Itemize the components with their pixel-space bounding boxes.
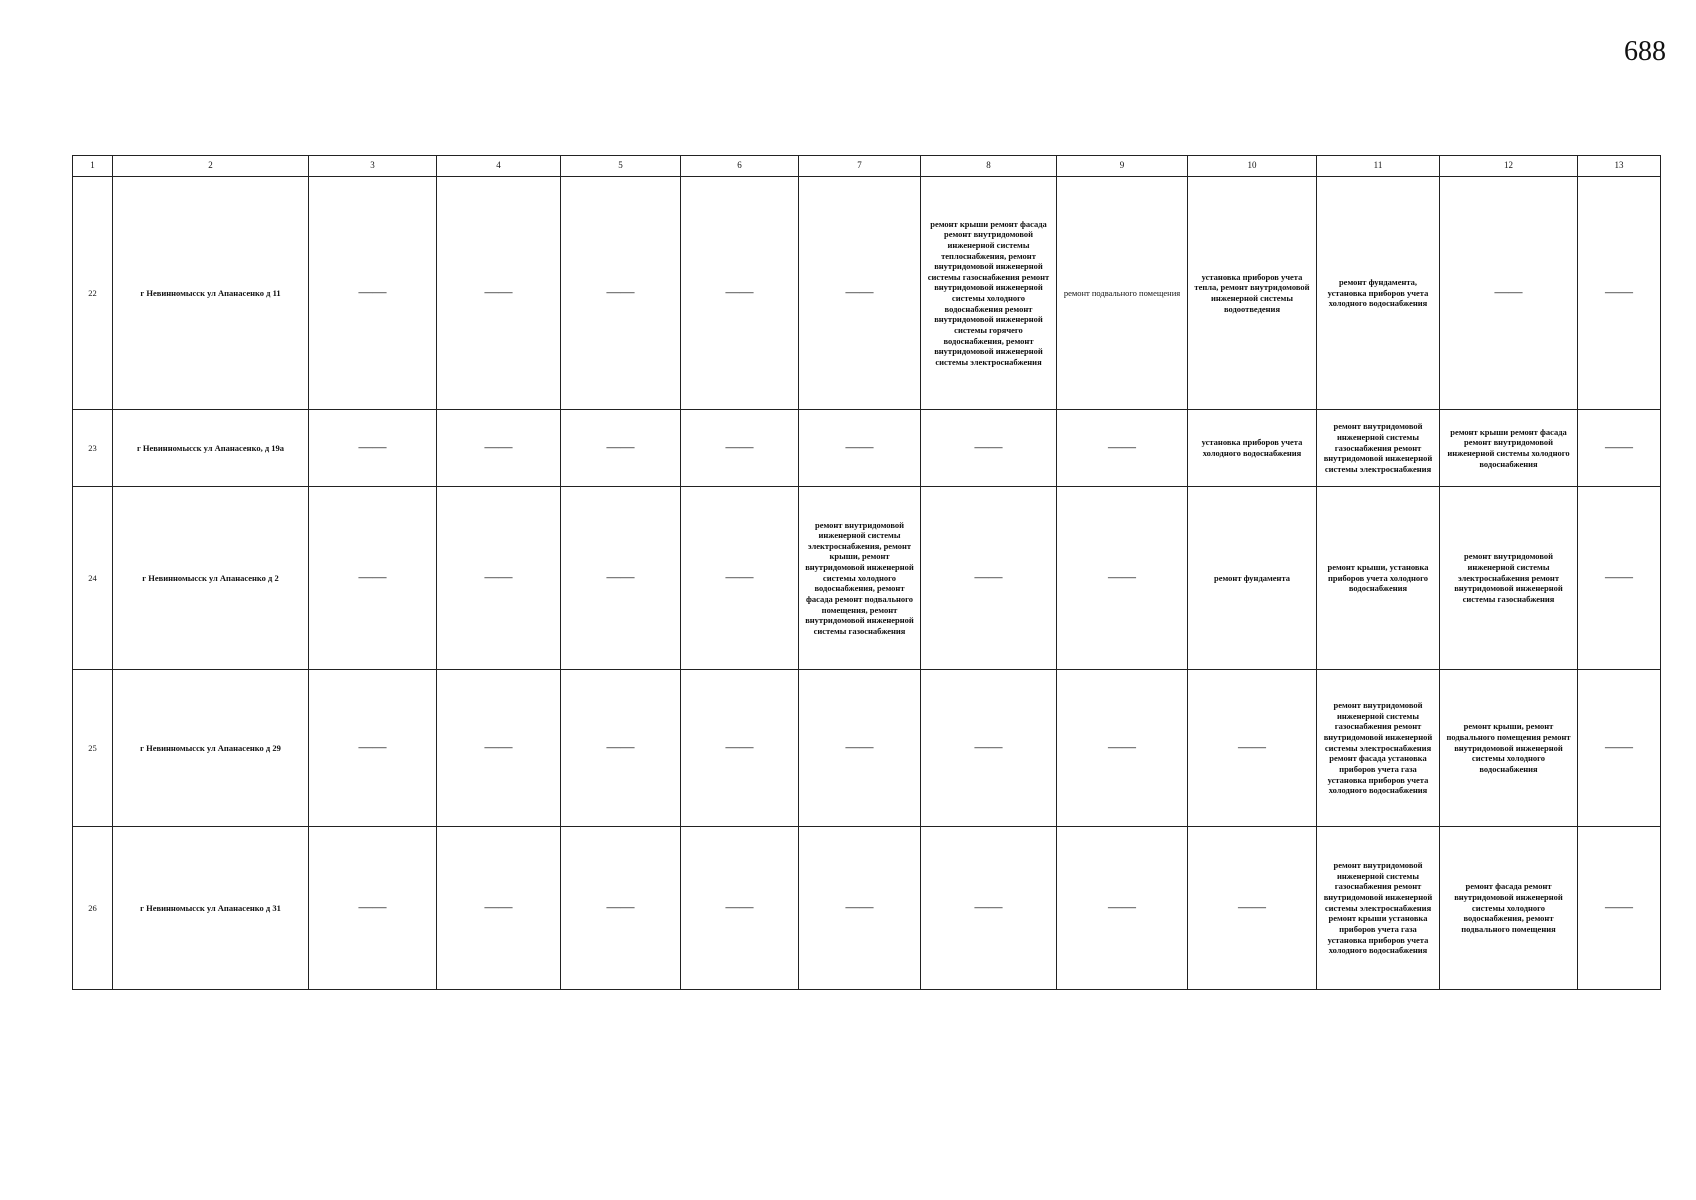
column-header: 2 xyxy=(113,156,309,177)
row-address: г Невинномысск ул Апанасенко д 29 xyxy=(113,670,309,827)
work-cell: ремонт внутридомовой инженерной системы газоснабжения ремонт внутридомовой инженерной системы электроснабжения xyxy=(1317,410,1440,487)
empty-cell xyxy=(799,827,921,990)
empty-cell xyxy=(437,827,561,990)
dash: —— xyxy=(845,440,874,456)
capital-repair-table xyxy=(72,155,1661,990)
empty-cell xyxy=(1578,827,1661,990)
empty-cell xyxy=(1440,177,1578,410)
work-cell: ремонт внутридомовой инженерной системы газоснабжения ремонт внутридомовой инженерной системы электроснабжения ремонт крыши установка приборов учета газа установка приборов учета холодного водоснабжения xyxy=(1317,827,1440,990)
empty-cell xyxy=(1578,670,1661,827)
page-number: 688 xyxy=(1624,36,1666,67)
row-address: г Невинномысск ул Апанасенко д 2 xyxy=(113,487,309,670)
dash: —— xyxy=(484,440,513,456)
empty-cell xyxy=(799,670,921,827)
dash: —— xyxy=(358,285,387,301)
column-header: 1 xyxy=(73,156,113,177)
table-row xyxy=(73,487,1661,670)
dash: —— xyxy=(974,570,1003,586)
empty-cell xyxy=(561,827,681,990)
work-cell: ремонт крыши ремонт фасада ремонт внутридомовой инженерной системы теплоснабжения, ремонт внутридомовой инженерной системы газоснабжения ремонт внутридомовой инженерной системы холодного водоснабжения ремонт внутридомовой инженерной системы горячего водоснабжения, ремонт внутридомовой инженерной системы электроснабжения xyxy=(921,177,1057,410)
dash: —— xyxy=(1605,570,1633,586)
dash: —— xyxy=(606,440,635,456)
row-address: г Невинномысск ул Апанасенко д 31 xyxy=(113,827,309,990)
dash: —— xyxy=(1108,440,1136,456)
column-header: 6 xyxy=(681,156,799,177)
empty-cell xyxy=(921,670,1057,827)
dash: —— xyxy=(606,570,635,586)
dash: —— xyxy=(1108,570,1136,586)
dash: —— xyxy=(358,900,387,916)
empty-cell xyxy=(561,410,681,487)
column-header: 8 xyxy=(921,156,1057,177)
dash: —— xyxy=(484,570,513,586)
work-cell: ремонт подвального помещения xyxy=(1057,177,1188,410)
column-header: 12 xyxy=(1440,156,1578,177)
empty-cell xyxy=(309,487,437,670)
empty-cell xyxy=(681,177,799,410)
work-cell: ремонт фундамента xyxy=(1188,487,1317,670)
dash: —— xyxy=(1605,285,1633,301)
row-number: 25 xyxy=(73,670,113,827)
dash: —— xyxy=(1494,285,1523,301)
dash: —— xyxy=(725,900,754,916)
empty-cell xyxy=(1578,177,1661,410)
empty-cell xyxy=(561,487,681,670)
dash: —— xyxy=(606,740,635,756)
dash: —— xyxy=(358,740,387,756)
empty-cell xyxy=(437,487,561,670)
column-header: 10 xyxy=(1188,156,1317,177)
work-cell: ремонт крыши, установка приборов учета холодного водоснабжения xyxy=(1317,487,1440,670)
empty-cell xyxy=(309,410,437,487)
row-number: 22 xyxy=(73,177,113,410)
empty-cell xyxy=(921,487,1057,670)
empty-cell xyxy=(437,670,561,827)
column-header: 4 xyxy=(437,156,561,177)
dash: —— xyxy=(974,440,1003,456)
dash: —— xyxy=(1238,740,1266,756)
row-address: г Невинномысск ул Апанасенко, д 19а xyxy=(113,410,309,487)
dash: —— xyxy=(1605,900,1633,916)
dash: —— xyxy=(974,740,1003,756)
work-cell: установка приборов учета тепла, ремонт внутридомовой инженерной системы водоотведения xyxy=(1188,177,1317,410)
work-cell: установка приборов учета холодного водоснабжения xyxy=(1188,410,1317,487)
empty-cell xyxy=(1057,487,1188,670)
empty-cell xyxy=(561,177,681,410)
empty-cell xyxy=(921,410,1057,487)
empty-cell xyxy=(309,827,437,990)
dash: —— xyxy=(1108,900,1136,916)
dash: —— xyxy=(1108,740,1136,756)
table-row xyxy=(73,410,1661,487)
empty-cell xyxy=(1188,670,1317,827)
dash: —— xyxy=(974,900,1003,916)
row-number: 24 xyxy=(73,487,113,670)
row-address: г Невинномысск ул Апанасенко д 11 xyxy=(113,177,309,410)
empty-cell xyxy=(309,670,437,827)
work-cell: ремонт крыши ремонт фасада ремонт внутридомовой инженерной системы холодного водоснабжения xyxy=(1440,410,1578,487)
dash: —— xyxy=(725,285,754,301)
empty-cell xyxy=(681,410,799,487)
dash: —— xyxy=(845,900,874,916)
work-cell: ремонт фасада ремонт внутридомовой инженерной системы холодного водоснабжения, ремонт подвального помещения xyxy=(1440,827,1578,990)
empty-cell xyxy=(437,177,561,410)
dash: —— xyxy=(845,285,874,301)
column-header: 11 xyxy=(1317,156,1440,177)
empty-cell xyxy=(1188,827,1317,990)
row-number: 23 xyxy=(73,410,113,487)
dash: —— xyxy=(845,740,874,756)
empty-cell xyxy=(681,487,799,670)
empty-cell xyxy=(309,177,437,410)
column-header: 3 xyxy=(309,156,437,177)
dash: —— xyxy=(725,740,754,756)
empty-cell xyxy=(921,827,1057,990)
dash: —— xyxy=(1605,740,1633,756)
table-row xyxy=(73,177,1661,410)
empty-cell xyxy=(799,177,921,410)
dash: —— xyxy=(484,285,513,301)
empty-cell xyxy=(1057,410,1188,487)
header-row xyxy=(73,156,1661,177)
table-row xyxy=(73,670,1661,827)
empty-cell xyxy=(437,410,561,487)
dash: —— xyxy=(484,900,513,916)
work-cell: ремонт внутридомовой инженерной системы электроснабжения ремонт внутридомовой инженерной системы газоснабжения xyxy=(1440,487,1578,670)
row-number: 26 xyxy=(73,827,113,990)
work-cell: ремонт фундамента, установка приборов учета холодного водоснабжения xyxy=(1317,177,1440,410)
dash: —— xyxy=(1605,440,1633,456)
work-cell: ремонт внутридомовой инженерной системы электроснабжения, ремонт крыши, ремонт внутридомовой инженерной системы холодного водоснабжения, ремонт фасада ремонт подвального помещения, ремонт внутридомовой инженерной системы газоснабжения xyxy=(799,487,921,670)
column-header: 5 xyxy=(561,156,681,177)
work-cell: ремонт внутридомовой инженерной системы газоснабжения ремонт внутридомовой инженерной системы электроснабжения ремонт фасада установка приборов учета газа установка приборов учета холодного водоснабжения xyxy=(1317,670,1440,827)
empty-cell xyxy=(799,410,921,487)
dash: —— xyxy=(725,570,754,586)
dash: —— xyxy=(1238,900,1266,916)
column-header: 7 xyxy=(799,156,921,177)
dash: —— xyxy=(606,900,635,916)
empty-cell xyxy=(681,827,799,990)
dash: —— xyxy=(606,285,635,301)
dash: —— xyxy=(358,570,387,586)
empty-cell xyxy=(1057,670,1188,827)
table-row xyxy=(73,827,1661,990)
empty-cell xyxy=(681,670,799,827)
empty-cell xyxy=(1057,827,1188,990)
work-cell: ремонт крыши, ремонт подвального помещения ремонт внутридомовой инженерной системы холодного водоснабжения xyxy=(1440,670,1578,827)
dash: —— xyxy=(484,740,513,756)
empty-cell xyxy=(1578,410,1661,487)
empty-cell xyxy=(561,670,681,827)
empty-cell xyxy=(1578,487,1661,670)
dash: —— xyxy=(358,440,387,456)
dash: —— xyxy=(725,440,754,456)
column-header: 13 xyxy=(1578,156,1661,177)
column-header: 9 xyxy=(1057,156,1188,177)
